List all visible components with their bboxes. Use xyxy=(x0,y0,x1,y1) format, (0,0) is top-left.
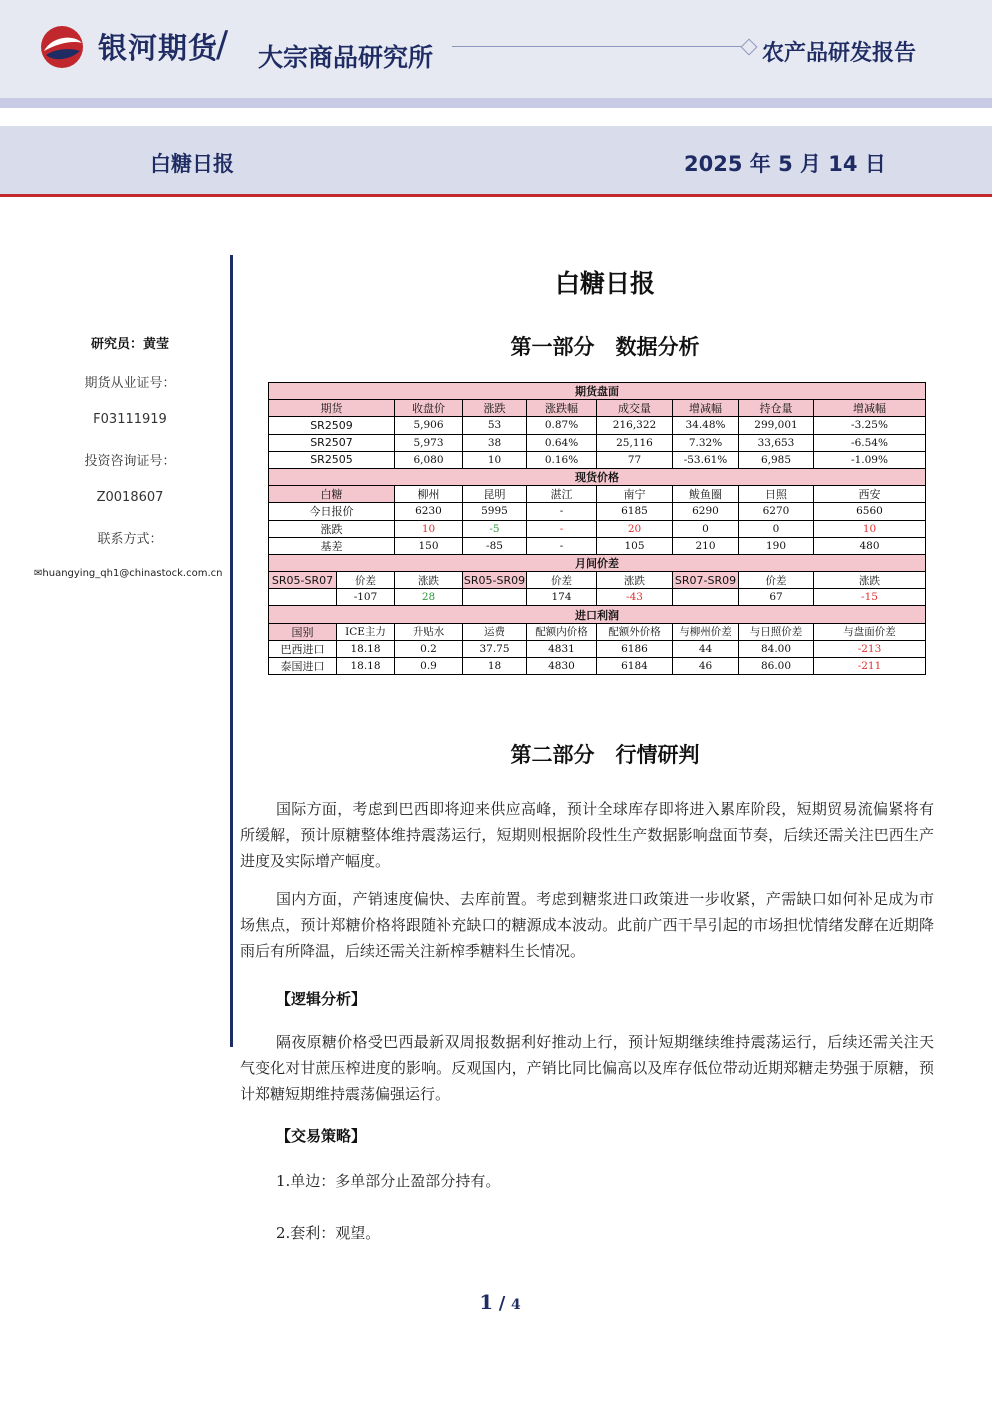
table-cell: 18 xyxy=(463,658,527,675)
table-cell: - xyxy=(527,503,597,520)
table-header: 涨跌 xyxy=(597,572,673,589)
institute-name: 大宗商品研究所 xyxy=(258,43,434,72)
table-cell: 6290 xyxy=(673,503,739,520)
table-header: SR05-SR07 xyxy=(269,572,337,589)
contact-label: 联系方式： xyxy=(97,532,163,547)
table-cell: 7.32% xyxy=(673,434,739,451)
table-header: 增减幅 xyxy=(673,400,739,417)
table-cell: 5,973 xyxy=(395,434,463,451)
paragraph-international: 国际方面，考虑到巴西即将迎来供应高峰，预计全球库存即将进入累库阶段，短期贸易流偏紧将有所缓解，预计原糖整体维持震荡运行，短期则根据阶段性生产数据影响盘面节奏，后续还需关注巴西生产进度及实际增产幅度。 xyxy=(240,800,934,870)
table-cell: 480 xyxy=(814,537,926,554)
table-header: 收盘价 xyxy=(395,400,463,417)
table-header: 运费 xyxy=(463,623,527,640)
table-row xyxy=(269,589,926,606)
advisory-label: 投资咨询证号： xyxy=(84,454,176,469)
sidebar-divider xyxy=(230,255,233,1047)
table-row xyxy=(269,537,926,554)
table-cell: 10 xyxy=(395,520,463,537)
table-cell: -211 xyxy=(814,658,926,675)
part1-heading: 第一部分 数据分析 xyxy=(510,335,700,359)
table-cell: 5995 xyxy=(463,503,527,520)
table-cell: 10 xyxy=(814,520,926,537)
table-cell: 38 xyxy=(463,434,527,451)
table-header: 增减幅 xyxy=(814,400,926,417)
email-address[interactable]: huangying_qh1@chinastock.com.cn xyxy=(42,568,223,579)
table-cell xyxy=(463,589,527,606)
table-cell: 0.9 xyxy=(395,658,463,675)
table-cell: -213 xyxy=(814,640,926,657)
table-header: 昆明 xyxy=(463,486,527,503)
table-header: 价差 xyxy=(739,572,814,589)
email-contact[interactable] xyxy=(34,568,222,579)
table-cell: -6.54% xyxy=(814,434,926,451)
table-cell: 86.00 xyxy=(739,658,814,675)
table-header: 与盘面价差 xyxy=(814,623,926,640)
brand-slash: / xyxy=(216,24,229,65)
table-header: 价差 xyxy=(527,572,597,589)
table-cell: 174 xyxy=(527,589,597,606)
table-cell: - xyxy=(527,520,597,537)
table-cell: -3.25% xyxy=(814,417,926,434)
table-cell: 28 xyxy=(395,589,463,606)
table-cell: 6270 xyxy=(739,503,814,520)
table-header: 国别 xyxy=(269,623,337,640)
header-rule xyxy=(452,46,744,47)
table-cell: 53 xyxy=(463,417,527,434)
table-header: ICE主力 xyxy=(337,623,395,640)
license-label: 期货从业证号： xyxy=(84,376,176,391)
table-cell: -43 xyxy=(597,589,673,606)
table-cell: SR2509 xyxy=(269,417,395,434)
table-cell: 6184 xyxy=(597,658,673,675)
table-row xyxy=(269,434,926,451)
spread-section-title: 月间价差 xyxy=(269,554,926,571)
table-cell: 巴西进口 xyxy=(269,640,337,657)
logic-heading: 【逻辑分析】 xyxy=(276,990,367,1008)
table-cell: 33,653 xyxy=(739,434,814,451)
table-row xyxy=(269,520,926,537)
brand-name: 银河期货 xyxy=(98,31,219,65)
table-cell: -1.09% xyxy=(814,451,926,468)
table-cell: 泰国进口 xyxy=(269,658,337,675)
table-cell: 67 xyxy=(739,589,814,606)
header-stripe xyxy=(0,98,992,108)
strategy-item-single: 1.单边：多单部分止盈部分持有。 xyxy=(276,1172,501,1190)
table-cell: 0.64% xyxy=(527,434,597,451)
table-header: 白糖 xyxy=(269,486,395,503)
table-cell: 6,080 xyxy=(395,451,463,468)
table-cell: 299,001 xyxy=(739,417,814,434)
table-cell: 6560 xyxy=(814,503,926,520)
main-title: 白糖日报 xyxy=(554,269,655,298)
table-cell: 今日报价 xyxy=(269,503,395,520)
table-cell: 6,985 xyxy=(739,451,814,468)
spread-header-row xyxy=(269,572,926,589)
table-cell: 105 xyxy=(597,537,673,554)
page-separator: / xyxy=(498,1293,506,1314)
table-header: 成交量 xyxy=(597,400,673,417)
table-row xyxy=(269,658,926,675)
table-cell: SR2505 xyxy=(269,451,395,468)
total-pages: 4 xyxy=(510,1297,521,1313)
table-header: 涨跌 xyxy=(395,572,463,589)
table-header: SR07-SR09 xyxy=(673,572,739,589)
table-cell: 10 xyxy=(463,451,527,468)
table-header: 配额外价格 xyxy=(597,623,673,640)
license-number: F03111919 xyxy=(93,412,167,427)
researcher: 研究员：黄莹 xyxy=(90,337,169,352)
table-header: 期货 xyxy=(269,400,395,417)
table-cell: 46 xyxy=(673,658,739,675)
table-cell xyxy=(673,589,739,606)
data-table xyxy=(268,382,926,675)
table-cell: 216,322 xyxy=(597,417,673,434)
table-cell: 34.48% xyxy=(673,417,739,434)
strategy-heading: 【交易策略】 xyxy=(276,1127,367,1145)
table-cell: 190 xyxy=(739,537,814,554)
table-cell: -5 xyxy=(463,520,527,537)
table-cell: 18.18 xyxy=(337,658,395,675)
table-cell: 5,906 xyxy=(395,417,463,434)
strategy-item-arbitrage: 2.套利：观望。 xyxy=(276,1224,381,1242)
table-header: 涨跌幅 xyxy=(527,400,597,417)
department-name: 农产品研发报告 xyxy=(762,41,917,66)
table-cell: 0.2 xyxy=(395,640,463,657)
table-header: 配额内价格 xyxy=(527,623,597,640)
table-cell: 涨跌 xyxy=(269,520,395,537)
table-cell: 84.00 xyxy=(739,640,814,657)
table-cell: 6230 xyxy=(395,503,463,520)
import-section-title: 进口利润 xyxy=(269,606,926,623)
table-cell: 37.75 xyxy=(463,640,527,657)
table-header: 持仓量 xyxy=(739,400,814,417)
paragraph-domestic: 国内方面，产销速度偏快、去库前置。考虑到糖浆进口政策进一步收紧，产需缺口如何补足成为市场焦点，预计郑糖价格将跟随补充缺口的糖源成本波动。此前广西干旱引起的市场担忧情绪发酵在近期降雨后有所降温，后续还需关注新榨季糖料生长情况。 xyxy=(240,890,934,960)
spot-header-row xyxy=(269,486,926,503)
table-cell: - xyxy=(527,537,597,554)
table-header: 日照 xyxy=(739,486,814,503)
table-cell xyxy=(269,589,337,606)
advisory-number: Z0018607 xyxy=(96,490,164,505)
table-cell: -85 xyxy=(463,537,527,554)
table-cell: SR2507 xyxy=(269,434,395,451)
paragraph-logic: 隔夜原糖价格受巴西最新双周报数据利好推动上行，预计短期继续维持震荡运行，后续还需关注天气变化对甘蔗压榨进度的影响。反观国内，产销比同比偏高以及库存低位带动近期郑糖走势强于原糖，预计郑糖短期维持震荡偏强运行。 xyxy=(240,1033,934,1103)
table-cell: 4830 xyxy=(527,658,597,675)
report-title: 白糖日报 xyxy=(150,152,234,176)
table-cell: 0 xyxy=(739,520,814,537)
table-cell: 6186 xyxy=(597,640,673,657)
futures-section-title: 期货盘面 xyxy=(269,383,926,400)
table-cell: -107 xyxy=(337,589,395,606)
futures-header-row xyxy=(269,400,926,417)
spot-section-title: 现货价格 xyxy=(269,468,926,485)
part2-heading: 第二部分 行情研判 xyxy=(510,743,700,767)
table-cell: 210 xyxy=(673,537,739,554)
table-header: 湛江 xyxy=(527,486,597,503)
table-header: 价差 xyxy=(337,572,395,589)
table-cell: 0.87% xyxy=(527,417,597,434)
table-row xyxy=(269,640,926,657)
header-gap xyxy=(0,108,992,126)
table-cell: 基差 xyxy=(269,537,395,554)
table-header: 西安 xyxy=(814,486,926,503)
table-header: 涨跌 xyxy=(814,572,926,589)
table-cell: 6185 xyxy=(597,503,673,520)
table-header: 柳州 xyxy=(395,486,463,503)
table-cell: 0.16% xyxy=(527,451,597,468)
table-cell: 18.18 xyxy=(337,640,395,657)
table-cell: 0 xyxy=(673,520,739,537)
table-header: 涨跌 xyxy=(463,400,527,417)
table-header: 鲅鱼圈 xyxy=(673,486,739,503)
header-divider xyxy=(0,194,992,197)
table-cell: 77 xyxy=(597,451,673,468)
table-cell: 4831 xyxy=(527,640,597,657)
table-row xyxy=(269,503,926,520)
envelope-icon: ✉ xyxy=(34,568,43,579)
table-header: 升贴水 xyxy=(395,623,463,640)
report-date: 2025 年 5 月 14 日 xyxy=(684,152,886,176)
table-cell: -15 xyxy=(814,589,926,606)
table-row xyxy=(269,417,926,434)
table-cell: 150 xyxy=(395,537,463,554)
table-row xyxy=(269,451,926,468)
table-header: 与柳州价差 xyxy=(673,623,739,640)
table-cell: 25,116 xyxy=(597,434,673,451)
page-number xyxy=(470,1290,530,1314)
table-cell: 20 xyxy=(597,520,673,537)
table-header: 南宁 xyxy=(597,486,673,503)
table-header: 与日照价差 xyxy=(739,623,814,640)
table-cell: -53.61% xyxy=(673,451,739,468)
import-header-row xyxy=(269,623,926,640)
table-cell: 44 xyxy=(673,640,739,657)
table-header: SR05-SR09 xyxy=(463,572,527,589)
galaxy-logo-icon xyxy=(38,24,86,70)
current-page: 1 xyxy=(479,1290,494,1314)
